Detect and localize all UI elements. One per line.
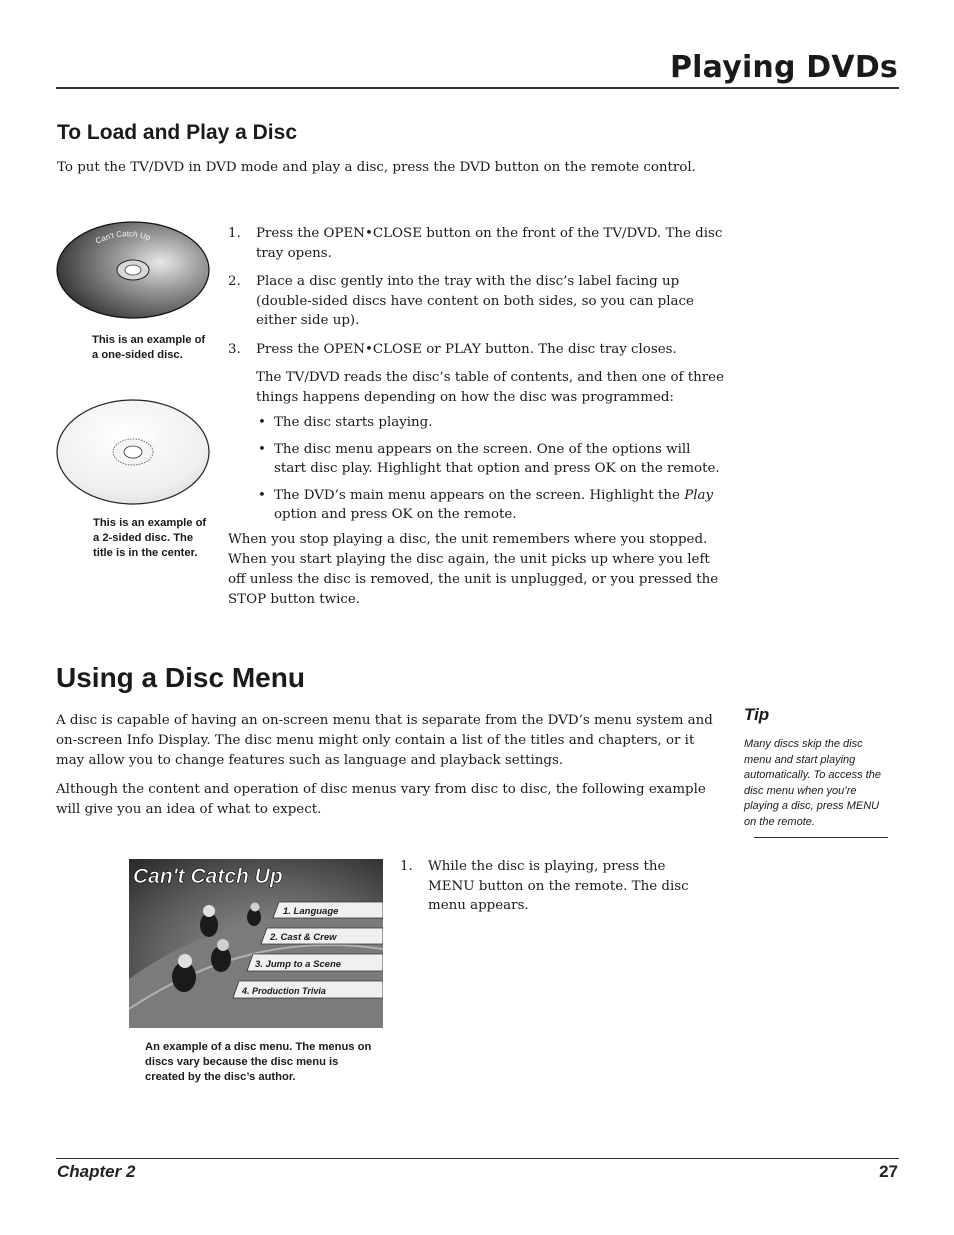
step-item — [228, 272, 726, 331]
page-header-title: Playing DVDs — [670, 50, 898, 85]
footer-rule — [56, 1158, 899, 1159]
step-number: 1. — [228, 226, 241, 241]
step3-followup: The TV/DVD reads the disc’s table of contents, and then one of three things happens depending on how the disc was programmed: — [256, 370, 725, 405]
step-item — [400, 857, 716, 916]
step-item — [228, 340, 726, 525]
step-number: 2. — [228, 274, 241, 289]
step-text: Press the OPEN•CLOSE or PLAY button. The disc tray closes. — [256, 341, 677, 357]
disc-menu-item: 4. Production Trivia — [242, 986, 326, 996]
disc-menu-item: 2. Cast & Crew — [270, 932, 337, 943]
two-sided-disc-image — [55, 397, 211, 507]
two-sided-disc-caption: This is an example of a 2-sided disc. The title is in the center. — [93, 517, 207, 559]
tip-title: Tip — [744, 705, 770, 724]
disc-menu-para1: A disc is capable of having an on-screen menu that is separate from the DVD’s menu system and on-screen Info Display. The disc menu might only contain a list of the titles and chapters, or it may allow you to change features such as language and playback settings. — [56, 713, 713, 768]
load-intro: To put the TV/DVD in DVD mode and play a disc, press the DVD button on the remote control. — [57, 160, 696, 175]
list-item-text: option and press OK on the remote. — [274, 507, 517, 522]
tip-text: Many discs skip the disc menu and start playing automatically. To access the disc menu when you’re playing a disc, press MENU on the remote. — [744, 738, 881, 828]
disc-label-text: Can't Catch Up — [94, 229, 152, 246]
load-steps — [228, 224, 726, 534]
one-sided-disc-caption: This is an example of a one-sided disc. — [92, 334, 206, 361]
disc-menu-caption: An example of a disc menu. The menus on discs vary because the disc menu is created by the disc’s author. — [145, 1041, 372, 1083]
step-number: 1. — [400, 859, 413, 874]
step-item — [228, 224, 726, 263]
load-closing-paragraph: When you stop playing a disc, the unit remembers where you stopped. When you start playing the disc again, the unit picks up where you left off unless the disc is removed, the unit is unplugged, or you pressed the STOP button twice. — [228, 532, 719, 607]
outcome-list — [256, 413, 726, 525]
disc-menu-steps — [400, 857, 716, 925]
section-heading-disc-menu: Using a Disc Menu — [56, 662, 305, 693]
one-sided-disc-image — [55, 220, 211, 320]
list-item — [256, 486, 726, 525]
section-heading-load: To Load and Play a Disc — [57, 121, 298, 144]
header-rule — [56, 87, 899, 89]
list-item: • The disc menu appears on the screen. One of the options will start disc play. Highlight that option and press OK on the remote. — [256, 440, 726, 479]
disc-menu-title: Can't Catch Up — [133, 865, 283, 888]
step-text: Place a disc gently into the tray with the disc’s label facing up (double-sided discs have content on both sides, so you can place either side up). — [256, 274, 694, 328]
disc-menu-item: 1. Language — [283, 906, 339, 917]
list-item-text: The DVD’s main menu appears on the screen. Highlight the — [274, 487, 685, 503]
tip-rule — [754, 837, 888, 838]
emphasis-play: Play — [684, 487, 714, 503]
step-number: 3. — [228, 341, 241, 357]
page-number: 27 — [879, 1162, 898, 1181]
disc-menu-para2: Although the content and operation of disc menus vary from disc to disc, the following example will give you an idea of what to expect. — [56, 782, 706, 817]
list-item: • The disc starts playing. — [256, 413, 726, 433]
step-text: Press the OPEN•CLOSE button on the front of the TV/DVD. The disc tray opens. — [256, 226, 723, 261]
disc-menu-example-image — [129, 859, 383, 1028]
step-text: While the disc is playing, press the MENU button on the remote. The disc menu appears. — [428, 859, 689, 913]
footer-chapter: Chapter 2 — [57, 1162, 136, 1181]
disc-menu-item: 3. Jump to a Scene — [255, 959, 342, 970]
